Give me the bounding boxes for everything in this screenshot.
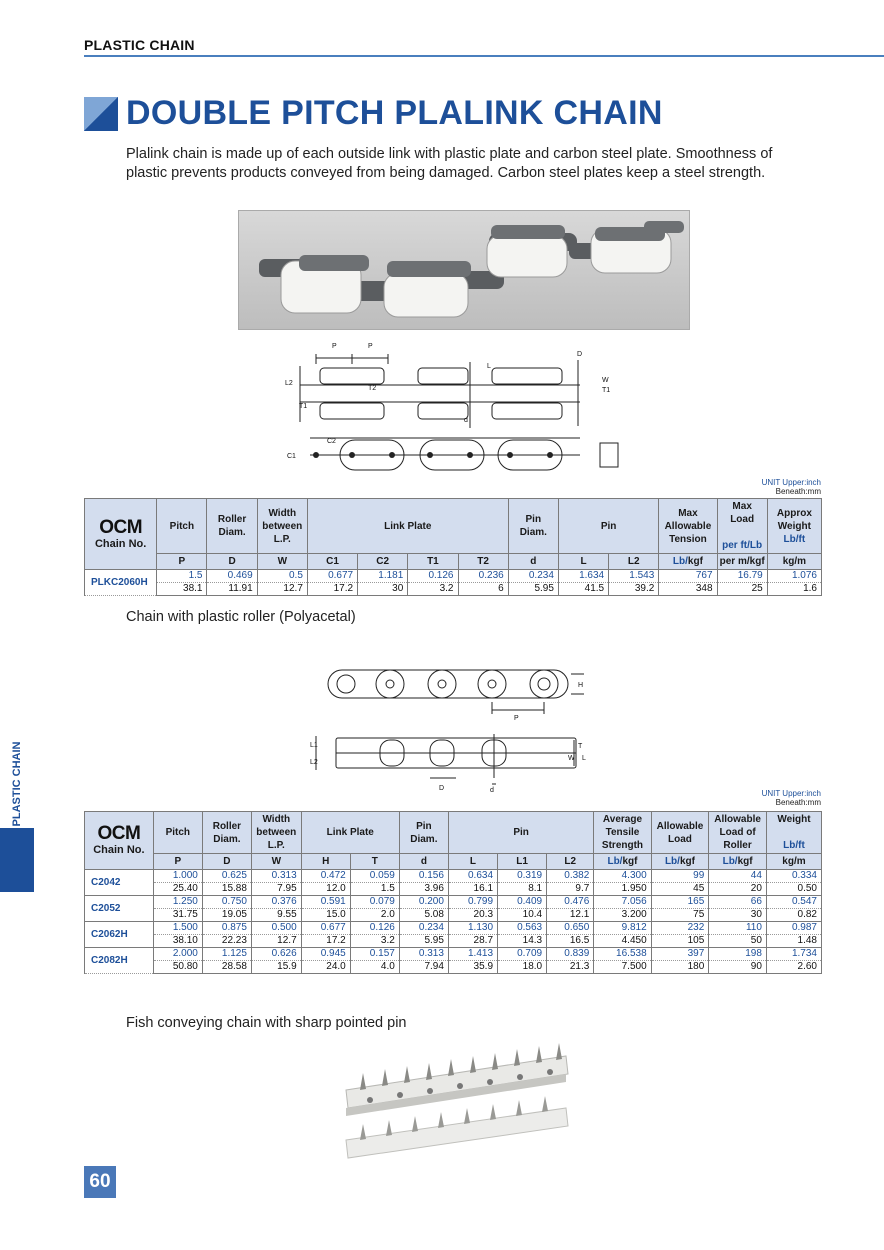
unit2-tensile <box>594 854 651 870</box>
mm-value-cell: 12.7 <box>257 583 307 596</box>
max-tension-header: Max Allowable Tension <box>659 499 717 554</box>
inch-value-cell: 0.234 <box>508 570 558 583</box>
inch-value-cell: 0.625 <box>202 870 251 883</box>
inch-value-cell: 44 <box>709 870 767 883</box>
inch-value-cell: 1.250 <box>153 896 202 909</box>
inch-value-cell: 0.126 <box>350 922 399 935</box>
dim-label-d-cap: D <box>577 351 583 358</box>
unit-upper-2: UNIT Upper:inch <box>761 789 821 798</box>
inch-value-cell: 0.472 <box>301 870 350 883</box>
dim-label-w: W <box>602 377 609 384</box>
mm-value-cell: 11.91 <box>207 583 257 596</box>
dim2-label-h: H <box>578 682 584 689</box>
table2-body <box>85 870 822 974</box>
inch-value-cell: 2.000 <box>153 948 202 961</box>
dim2-label-l: L <box>582 755 586 762</box>
inch-value-cell: 1.181 <box>358 570 408 583</box>
weight-unit-lb: Lb/ft <box>783 840 805 851</box>
mm-value-cell: 39.2 <box>609 583 659 596</box>
sym2-d-roller: D <box>202 854 251 870</box>
inch-value-cell: 1.734 <box>766 948 821 961</box>
sym2-l1: L1 <box>498 854 547 870</box>
inch-value-cell: 0.547 <box>766 896 821 909</box>
spec-table-plastic-roller <box>84 811 822 974</box>
table-row <box>85 922 822 935</box>
chain-number-cell: C2082H <box>85 948 154 974</box>
mm-value-cell: 1.6 <box>767 583 821 596</box>
table1-body <box>85 570 822 596</box>
caption-plastic-roller: Chain with plastic roller (Polyacetal) <box>126 609 356 625</box>
mm-value-cell: 20 <box>709 883 767 896</box>
page-title: DOUBLE PITCH PLALINK CHAIN <box>126 94 663 132</box>
unit-tension-kgf: kgf <box>687 556 703 567</box>
roller-chain-drawing <box>306 660 596 795</box>
mm-value-cell: 16.1 <box>448 883 497 896</box>
header-rule <box>84 55 884 57</box>
dim-label-c2: C2 <box>327 438 336 445</box>
inch-value-cell: 0.156 <box>399 870 448 883</box>
dim-label-l2: L2 <box>285 380 293 387</box>
side-tab-marker <box>0 828 34 892</box>
unit-note-2 <box>762 789 821 807</box>
sym-c2: C2 <box>358 554 408 570</box>
inch-value-cell: 232 <box>651 922 709 935</box>
weight-header-2 <box>766 812 821 854</box>
unit2-tensile-kgf: kgf <box>622 856 638 867</box>
side-tab-label <box>6 740 28 828</box>
mm-value-cell: 25.40 <box>153 883 202 896</box>
mm-value-cell: 75 <box>651 909 709 922</box>
inch-value-cell: 0.126 <box>408 570 458 583</box>
inch-value-cell: 0.839 <box>547 948 594 961</box>
section-label: PLASTIC CHAIN <box>84 37 195 53</box>
unit-note-1 <box>762 478 821 496</box>
table-row <box>85 883 822 896</box>
table-row <box>85 583 822 596</box>
mm-value-cell: 35.9 <box>448 961 497 974</box>
mm-value-cell: 12.0 <box>301 883 350 896</box>
mm-value-cell: 17.2 <box>301 935 350 948</box>
inch-value-cell: 0.591 <box>301 896 350 909</box>
title-triangle-icon <box>84 97 118 131</box>
mm-value-cell: 24.0 <box>301 961 350 974</box>
unit-upper: UNIT Upper:inch <box>761 478 821 487</box>
unit-tension-lb: Lb/ <box>672 556 688 567</box>
inch-value-cell: 1.130 <box>448 922 497 935</box>
dim-label-t1-left: T1 <box>299 403 308 410</box>
mm-value-cell: 7.95 <box>251 883 301 896</box>
mm-value-cell: 3.2 <box>350 935 399 948</box>
mm-value-cell: 5.08 <box>399 909 448 922</box>
chain-no-header-2 <box>85 812 154 870</box>
mm-value-cell: 45 <box>651 883 709 896</box>
inch-value-cell: 0.563 <box>498 922 547 935</box>
spec-table-plkc <box>84 498 822 596</box>
sym2-p: P <box>153 854 202 870</box>
sym-l2: L2 <box>609 554 659 570</box>
dim2-label-d-cap: D <box>439 785 445 792</box>
table-row <box>85 870 822 883</box>
inch-value-cell: 1.125 <box>202 948 251 961</box>
mm-value-cell: 28.58 <box>202 961 251 974</box>
mm-value-cell: 3.96 <box>399 883 448 896</box>
inch-value-cell: 0.709 <box>498 948 547 961</box>
unit-tension <box>659 554 717 570</box>
chain-photo <box>238 210 690 330</box>
inch-value-cell: 0.200 <box>399 896 448 909</box>
inch-value-cell: 0.650 <box>547 922 594 935</box>
dim2-label-t: T <box>578 743 583 750</box>
mm-value-cell: 18.0 <box>498 961 547 974</box>
unit2-roller-kgf: kgf <box>737 856 753 867</box>
inch-value-cell: 0.750 <box>202 896 251 909</box>
mm-value-cell: 348 <box>659 583 717 596</box>
inch-value-cell: 7.056 <box>594 896 651 909</box>
width-header: Width between L.P. <box>257 499 307 554</box>
chain-number-cell: C2062H <box>85 922 154 948</box>
page-number: 60 <box>84 1166 116 1198</box>
mm-value-cell: 105 <box>651 935 709 948</box>
inch-value-cell: 1.500 <box>153 922 202 935</box>
inch-value-cell: 1.543 <box>609 570 659 583</box>
sym-c1: C1 <box>307 554 357 570</box>
dim2-label-d: d <box>490 787 494 794</box>
inch-value-cell: 4.300 <box>594 870 651 883</box>
weight-label: Approx Weight <box>776 507 812 532</box>
inch-value-cell: 0.059 <box>350 870 399 883</box>
inch-value-cell: 66 <box>709 896 767 909</box>
table-row <box>85 961 822 974</box>
avg-tensile-header: Average Tensile Strength <box>594 812 651 854</box>
mm-value-cell: 25 <box>717 583 767 596</box>
table-row <box>85 570 822 583</box>
inch-value-cell: 0.313 <box>399 948 448 961</box>
table-row <box>85 948 822 961</box>
inch-value-cell: 0.334 <box>766 870 821 883</box>
inch-value-cell: 0.382 <box>547 870 594 883</box>
unit2-allow-lb: Lb/ <box>664 856 680 867</box>
mm-value-cell: 38.1 <box>157 583 207 596</box>
max-load-unit: per ft/Lb <box>722 540 763 551</box>
inch-value-cell: 0.409 <box>498 896 547 909</box>
unit2-roller-lb: Lb/ <box>722 856 738 867</box>
mm-value-cell: 90 <box>709 961 767 974</box>
chain-number-cell: C2052 <box>85 896 154 922</box>
sym-d-roller: D <box>207 554 257 570</box>
sym-t2: T2 <box>458 554 508 570</box>
dim2-label-l1: L1 <box>310 742 318 749</box>
inch-value-cell: 0.945 <box>301 948 350 961</box>
inch-value-cell: 0.157 <box>350 948 399 961</box>
unit2-allow <box>651 854 709 870</box>
inch-value-cell: 0.875 <box>202 922 251 935</box>
mm-value-cell: 21.3 <box>547 961 594 974</box>
mm-value-cell: 5.95 <box>508 583 558 596</box>
inch-value-cell: 9.812 <box>594 922 651 935</box>
unit-weight: kg/m <box>767 554 821 570</box>
mm-value-cell: 9.55 <box>251 909 301 922</box>
pitch-header-2: Pitch <box>153 812 202 854</box>
mm-value-cell: 2.60 <box>766 961 821 974</box>
ocm-logo-2: OCM <box>97 823 141 844</box>
mm-value-cell: 15.0 <box>301 909 350 922</box>
inch-value-cell: 0.376 <box>251 896 301 909</box>
mm-value-cell: 38.10 <box>153 935 202 948</box>
unit-load: per m/kgf <box>717 554 767 570</box>
chain-no-label-2: Chain No. <box>93 844 145 856</box>
intro-paragraph: Plalink chain is made up of each outside link with plastic plate and carbon steel plate. Smoothness of plastic prevents products conveyed from being damaged. Carbon steel plates keep a steel strength. <box>126 146 773 181</box>
sym2-l2: L2 <box>547 854 594 870</box>
sym-d-pin: d <box>508 554 558 570</box>
pin-header-2: Pin <box>448 812 593 854</box>
unit-beneath-2: Beneath:mm <box>775 798 821 807</box>
inch-value-cell: 0.677 <box>301 922 350 935</box>
max-load-header <box>717 499 767 554</box>
inch-value-cell: 16.79 <box>717 570 767 583</box>
mm-value-cell: 180 <box>651 961 709 974</box>
mm-value-cell: 19.05 <box>202 909 251 922</box>
inch-value-cell: 99 <box>651 870 709 883</box>
inch-value-cell: 0.5 <box>257 570 307 583</box>
table-row <box>85 935 822 948</box>
mm-value-cell: 14.3 <box>498 935 547 948</box>
inch-value-cell: 0.469 <box>207 570 257 583</box>
mm-value-cell: 28.7 <box>448 935 497 948</box>
roller-header-2: Roller Diam. <box>202 812 251 854</box>
ocm-logo: OCM <box>99 516 143 538</box>
inch-value-cell: 198 <box>709 948 767 961</box>
pin-diam-header-2: Pin Diam. <box>399 812 448 854</box>
mm-value-cell: 0.50 <box>766 883 821 896</box>
link-plate-header: Link Plate <box>307 499 508 554</box>
inch-value-cell: 0.234 <box>399 922 448 935</box>
mm-value-cell: 31.75 <box>153 909 202 922</box>
roller-header: Roller Diam. <box>207 499 257 554</box>
mm-value-cell: 4.0 <box>350 961 399 974</box>
dim2-label-w: W <box>568 755 575 762</box>
weight-label-2: Weight <box>777 814 811 825</box>
width-header-2: Width between L.P. <box>251 812 301 854</box>
pitch-header: Pitch <box>157 499 207 554</box>
inch-value-cell: 0.799 <box>448 896 497 909</box>
fish-chain-photo <box>340 1028 570 1163</box>
mm-value-cell: 7.500 <box>594 961 651 974</box>
chain-number-cell: PLKC2060H <box>85 570 157 596</box>
unit2-tensile-lb: Lb/ <box>607 856 623 867</box>
mm-value-cell: 8.1 <box>498 883 547 896</box>
sym-t1: T1 <box>408 554 458 570</box>
mm-value-cell: 16.5 <box>547 935 594 948</box>
inch-value-cell: 397 <box>651 948 709 961</box>
sym-l: L <box>558 554 608 570</box>
mm-value-cell: 15.88 <box>202 883 251 896</box>
link-plate-header-2: Link Plate <box>301 812 399 854</box>
sym2-l: L <box>448 854 497 870</box>
mm-value-cell: 20.3 <box>448 909 497 922</box>
mm-value-cell: 5.95 <box>399 935 448 948</box>
inch-value-cell: 1.634 <box>558 570 608 583</box>
chain-no-label: Chain No. <box>94 537 147 550</box>
inch-value-cell: 0.476 <box>547 896 594 909</box>
caption-fish-chain: Fish conveying chain with sharp pointed pin <box>126 1015 407 1031</box>
mm-value-cell: 6 <box>458 583 508 596</box>
inch-value-cell: 0.677 <box>307 570 357 583</box>
mm-value-cell: 9.7 <box>547 883 594 896</box>
mm-value-cell: 10.4 <box>498 909 547 922</box>
dim-label-t1: T1 <box>602 387 611 394</box>
sym-p: P <box>157 554 207 570</box>
mm-value-cell: 3.200 <box>594 909 651 922</box>
allow-load-roller-header: Allowable Load of Roller <box>709 812 767 854</box>
chain-no-header <box>85 499 157 570</box>
inch-value-cell: 0.236 <box>458 570 508 583</box>
inch-value-cell: 767 <box>659 570 717 583</box>
mm-value-cell: 12.1 <box>547 909 594 922</box>
inch-value-cell: 165 <box>651 896 709 909</box>
max-load-label: Max Load <box>730 501 755 525</box>
inch-value-cell: 0.987 <box>766 922 821 935</box>
unit2-roller <box>709 854 767 870</box>
mm-value-cell: 17.2 <box>307 583 357 596</box>
inch-value-cell: 1.000 <box>153 870 202 883</box>
sym2-d-pin: d <box>399 854 448 870</box>
mm-value-cell: 30 <box>709 909 767 922</box>
mm-value-cell: 0.82 <box>766 909 821 922</box>
unit2-allow-kgf: kgf <box>679 856 695 867</box>
table-row <box>85 909 822 922</box>
sym-w: W <box>257 554 307 570</box>
pin-header: Pin <box>558 499 658 554</box>
mm-value-cell: 7.94 <box>399 961 448 974</box>
mm-value-cell: 2.0 <box>350 909 399 922</box>
sym2-t: T <box>350 854 399 870</box>
mm-value-cell: 30 <box>358 583 408 596</box>
inch-value-cell: 1.413 <box>448 948 497 961</box>
pin-diam-header: Pin Diam. <box>508 499 558 554</box>
mm-value-cell: 1.48 <box>766 935 821 948</box>
weight-header <box>767 499 821 554</box>
table-row <box>85 896 822 909</box>
inch-value-cell: 1.5 <box>157 570 207 583</box>
inch-value-cell: 1.076 <box>767 570 821 583</box>
inch-value-cell: 0.626 <box>251 948 301 961</box>
dim2-label-l2: L2 <box>310 759 318 766</box>
dim-label-p1: P <box>332 343 337 350</box>
side-tab-text: PLASTIC CHAIN <box>11 741 23 827</box>
sym2-h: H <box>301 854 350 870</box>
allow-load-header: Allowable Load <box>651 812 709 854</box>
dim-label-p2: P <box>368 343 373 350</box>
mm-value-cell: 3.2 <box>408 583 458 596</box>
inch-value-cell: 110 <box>709 922 767 935</box>
mm-value-cell: 50.80 <box>153 961 202 974</box>
unit-beneath: Beneath:mm <box>775 487 821 496</box>
sym2-w: W <box>251 854 301 870</box>
inch-value-cell: 16.538 <box>594 948 651 961</box>
dim-label-l: L <box>487 363 491 370</box>
weight-unit: Lb/ft <box>783 533 806 545</box>
inch-value-cell: 0.634 <box>448 870 497 883</box>
inch-value-cell: 0.079 <box>350 896 399 909</box>
inch-value-cell: 0.500 <box>251 922 301 935</box>
mm-value-cell: 15.9 <box>251 961 301 974</box>
dim-label-t2: T2 <box>368 385 377 392</box>
mm-value-cell: 4.450 <box>594 935 651 948</box>
mm-value-cell: 50 <box>709 935 767 948</box>
chain-dimension-drawing <box>280 338 620 473</box>
mm-value-cell: 1.5 <box>350 883 399 896</box>
chain-number-cell: C2042 <box>85 870 154 896</box>
dim2-label-p: P <box>514 715 519 722</box>
inch-value-cell: 0.313 <box>251 870 301 883</box>
mm-value-cell: 12.7 <box>251 935 301 948</box>
unit2-weight-kg: kg/m <box>766 854 821 870</box>
inch-value-cell: 0.319 <box>498 870 547 883</box>
mm-value-cell: 41.5 <box>558 583 608 596</box>
dim-label-d: d <box>464 417 468 424</box>
mm-value-cell: 22.23 <box>202 935 251 948</box>
mm-value-cell: 1.950 <box>594 883 651 896</box>
dim-label-c1: C1 <box>287 453 296 460</box>
